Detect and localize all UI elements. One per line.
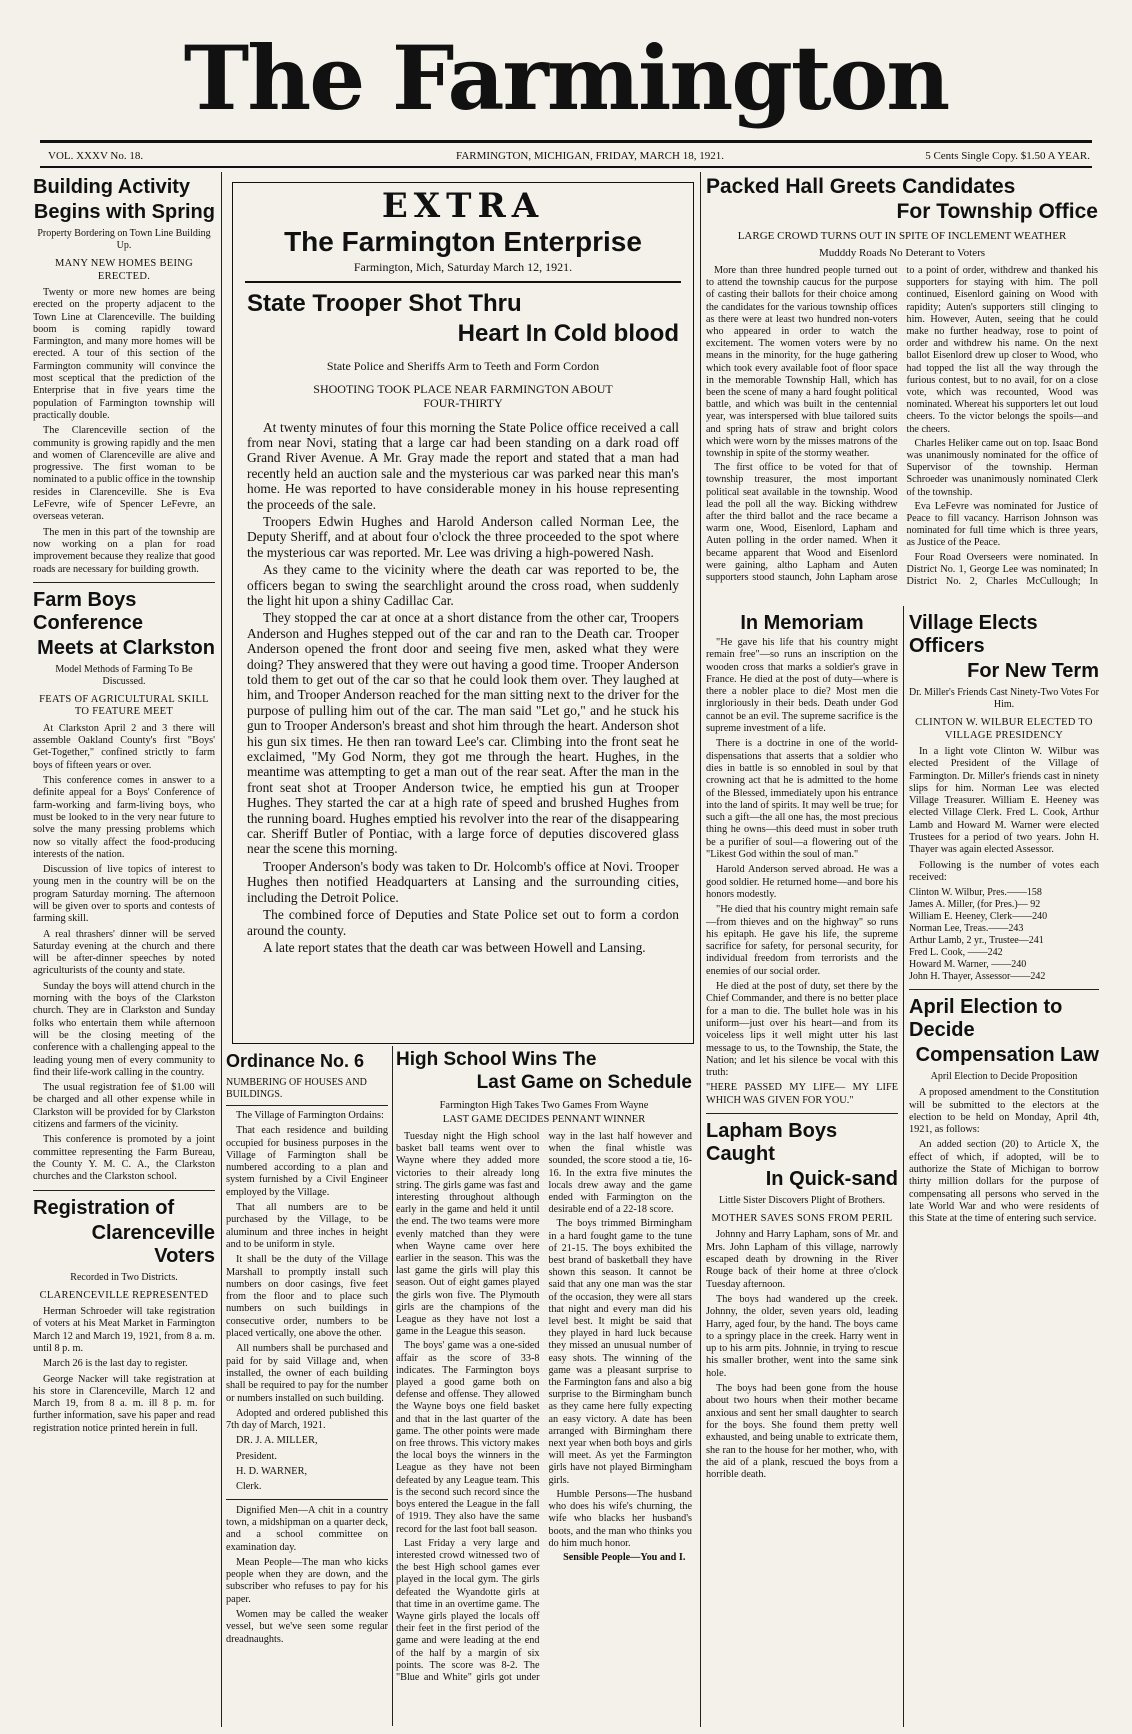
extra-dateline: Farmington, Mich, Saturday March 12, 1921. — [353, 260, 573, 274]
registration-article — [33, 1197, 215, 1435]
highschool-paragraph: The boys' game was a one-sided affair as the score of 33-8 indicates. The Farmington boys played a good game both on defense and offense. They allowed the Wayne boys one field basket and that in the last quarter of the game. The other points were made on free throws. This victory makes the local boys the winners in the League as they have not been defeated by any League team. This is the second such record since the boys entered the League in the fall of 1919. They also have the same record for the last foot ball season. — [396, 1340, 540, 1535]
village-vote-row: William E. Heeney, Clerk——240 — [909, 911, 1048, 923]
village-headline-2: For New Term — [967, 660, 1099, 682]
highschool-quip: Sensible People—You and I. — [563, 1551, 686, 1563]
lapham-dek: Little Sister Discovers Plight of Brothers. — [718, 1194, 886, 1206]
village-dek2: CLINTON W. WILBUR ELECTED TO VILLAGE PRESIDENCY — [915, 717, 1093, 741]
packedhall-body — [706, 265, 1098, 595]
folio-price: 5 Cents Single Copy. $1.50 A YEAR. — [925, 150, 1090, 162]
divider — [226, 1499, 388, 1500]
ordinance-paragraph: All numbers shall be purchased and paid for by said Village and, when installed, the owner of each building shall be required to pay for the number or numbers installed on such building. — [226, 1343, 388, 1404]
lapham-paragraph: The boys had been gone from the house about two hours when their mother became anxious and sent her small daughter to search for the boys. She found them pretty well exhausted, and being unable to extricate them, she ran to the house for her mother, who, with the aid of a plank, rescued the boys from a horrible death. — [706, 1383, 898, 1481]
highschool-quip: Humble Persons—The husband who does his wife's churning, the wife who blacks her husband's boots, and the man who thinks you do him much honor. — [548, 1488, 692, 1549]
village-vote-row: Norman Lee, Treas.——243 — [909, 923, 1024, 935]
farmboys-paragraph: This conference comes in answer to a definite appeal for a Boys' Conference of farm-working and farm-living boys, who must be looked to in the very near future to solve the many pressing problems which now so vitally affect the food-producing interests of the nation. — [33, 775, 215, 860]
building-paragraph: The men in this part of the township are now working on a plan for road improvement because they realize that good roads are necessary for building growth. — [33, 526, 215, 575]
extra-rule — [245, 281, 681, 283]
lapham-headline-2: In Quick-sand — [765, 1167, 898, 1190]
highschool-headline-2: Last Game on Schedule — [476, 1072, 692, 1093]
extra-paragraph: Troopers Edwin Hughes and Harold Anderson called Norman Lee, the Deputy Sheriff, and at about four o'clock the three proceeded to the spot where the mysterious car was reported. Mr. Lee was driving a high-powered Nash. — [247, 513, 679, 560]
ordinance-paragraph: That all numbers are to be purchased by the Village, to be aluminum and three inches in height and to be uniform in style. — [226, 1202, 388, 1250]
packedhall-paragraph: The first office to be voted for that of township treasurer, the most important political seat available in the township. Wood lead the poll all the way. Bicking withdrew after the third ballot and the race became a warm one, Wood, Eisenlord, Lapham and Auten polling in the order named. When it became apparent that Wood and Eisenlord were gaining, altho Lapham and Auten supporters stood staunch, John Lapham arose to a point of order, withdrew and thanked his supporters for staying with him. The poll continued, Eisenlord gaining on Wood with rapidity; Auten's supporters still clinging to him. However, Auten, seeing that he could make no further headway, rose to point of order and withdrew his name. On the next ballot Eisenlord drew up closer to Wood, who had topped the list all the way through the furious contest, but to no avail, for on a close vote, which was recounted, Wood was nominated. Whereat his supporters let out loud cheers. To the victor belongs the spoils—and the cheers. — [706, 265, 1098, 584]
farmboys-dek2: FEATS OF AGRICULTURAL SKILL TO FEATURE MEET — [39, 693, 209, 718]
middle-right-column — [706, 610, 898, 1724]
registration-dek2: CLARENCEVILLE REPRESENTED — [39, 1289, 209, 1301]
masthead-title: The Farmington — [183, 26, 949, 130]
memoriam-paragraph: He died at the post of duty, set there by the Chief Commander, and there is no better place for a man to die. The bullet hole was in his uniform—just over his heart—and from its voiceless lips it well might utter his last message to us, to the Township, the State, the Nation; and let his silence be vocal with this truth: — [706, 981, 898, 1079]
ordinance-signer-2-title: Clerk. — [236, 1481, 262, 1493]
extra-headline-1: State Trooper Shot Thru — [247, 289, 522, 317]
village-paragraph: In a light vote Clinton W. Wilbur was elected President of the Village of Farmington. Dr. Miller's friends cast in ninety slips for him. Norman Lee was elected Village Treasurer. William E. Heeney was elected Village Clerk. Fred L. Cook, Arthur Lamb and Howard M. Warner were elected Trustees for a period of two years. John H. Thayer was again elected Assessor. — [909, 746, 1099, 856]
memoriam-epitaph: "HERE PASSED MY LIFE— MY LIFE WHICH WAS GIVEN FOR YOU." — [706, 1082, 898, 1106]
packedhall-paragraph: Four Road Overseers were nominated. In District No. 1, George Lee was nominated; In District No. 2, Charles McCullough; In — [906, 551, 1098, 588]
lapham-paragraph: The boys had wandered up the creek. Johnny, the older, seven years old, leading Harry, aged four, by the hand. The boys came to a springy place in the creek. Harry went in up to his arm pits. Johnnie, in trying to rescue his smaller brother, went into the same sink hole. — [706, 1293, 898, 1379]
farmboys-headline-1: Farm Boys Conference — [33, 588, 144, 634]
building-paragraph: The Clarenceville section of the community is growing rapidly and the men and women of Clarenceville are alive and progressive. The first woman to be nominated to a public office in the township resides in Clarenceville. She is Eva LeFevre, wife of Spencer LeFevre, an overseas veteran. — [33, 425, 215, 523]
extra-banner: EXTRA — [381, 186, 545, 226]
extra-dek: State Police and Sheriffs Arm to Teeth and Form Cordon — [326, 358, 600, 373]
april-headline-1: April Election to Decide — [909, 996, 1063, 1042]
april-headline-2: Compensation Law — [915, 1044, 1099, 1067]
masthead-rule-bottom — [40, 166, 1092, 168]
far-right-column — [909, 610, 1099, 1724]
extra-box — [232, 182, 694, 1044]
memoriam-headline: In Memoriam — [740, 612, 864, 634]
building-headline-2: Begins with Spring — [33, 201, 215, 223]
highschool-dek2: LAST GAME DECIDES PENNANT WINNER — [442, 1114, 646, 1125]
column-rule — [392, 1046, 393, 1726]
ordinance-signer-1-title: President. — [236, 1450, 277, 1462]
registration-paragraph: George Nacker will take registration at his store in Clarenceville, March 12 and March 19, from 8 a. m. ill 8 p. m. for further information, save his paper and read registration notice printed herein in full. — [33, 1373, 215, 1434]
village-dek: Dr. Miller's Friends Cast Ninety-Two Votes For Him. — [909, 687, 1099, 710]
registration-dek: Recorded in Two Districts. — [70, 1271, 178, 1283]
memoriam-paragraph: "He died that his country might remain safe—from thieves and on the highway" so runs his epitaph. He gave his life, the supreme sacrifice for safety, for personal security, for individual freedom from terrorists and the enemies of our social order. — [706, 904, 898, 977]
ordinance-paragraph: Adopted and ordered published this 7th day of March, 1921. — [226, 1407, 388, 1432]
packedhall-paragraph: More than three hundred people turned out to attend the township caucus for the purpose of casting their ballots for their choice among the candidates for the various township offices as there were at least two hundred non-voters who appeared in order to watch the excitement. The women voters were by no means in the minority, for the huge gathering which took every available foot of floor space in the memorable Township Hall, which has been the scene of many a hard fought political battle, and which was built in the centennial year, was interspersed with blue tailored suits and spring hats of straw and bright colors which were worn by the misses matrons of the township in spite of the stormy weather. — [706, 265, 898, 460]
divider — [909, 989, 1099, 990]
ordinance-paragraph: It shall be the duty of the Village Marshall to promptly install such numbers on door casings, five feet from the floor and to place such numbers on such buildings in consecutive order, numbers to be placed vertically, one above the other. — [226, 1254, 388, 1340]
extra-paragraph: Trooper Anderson's body was taken to Dr. Holcomb's office at Novi. Trooper Hughes then notified Headquarters at Lansing and the surrounding cities, including the Detroit Police. — [247, 858, 679, 905]
folio-dateline: FARMINGTON, MICHIGAN, FRIDAY, MARCH 18, 1921. — [456, 150, 724, 162]
farmboys-article — [33, 589, 215, 1184]
building-dek2: MANY NEW HOMES BEING ERECTED. — [54, 258, 194, 282]
farmboys-paragraph: The usual registration fee of $1.00 will be charged and all other expense while in Clarkston will be provided for by Clarkston citizens and farmers of the vicinity. — [33, 1082, 215, 1131]
ordinance-signer-2: H. D. WARNER, — [236, 1466, 308, 1478]
village-paragraph: Following is the number of votes each received: — [909, 859, 1099, 883]
highschool-body — [396, 1131, 692, 1686]
april-paragraph: A proposed amendment to the Constitution will be submitted to the electors at the election to be held on Monday, April 4th, 1921, as follows: — [909, 1087, 1099, 1136]
lapham-paragraph: Johnny and Harry Lapham, sons of Mr. and Mrs. John Lapham of this village, narrowly escaped death by drowning in the River Rouge back of their home at three o'clock Tuesday afternoon. — [706, 1229, 898, 1290]
registration-paragraph: Herman Schroeder will take registration of voters at his Meat Market in Farmington March 12 and March 19, 1921, from 8 a. m. until 8 p. m. — [33, 1306, 215, 1354]
building-dek: Property Bordering on Town Line Building Up. — [37, 228, 211, 251]
masthead-rule-top — [40, 140, 1092, 143]
highschool-article — [396, 1048, 692, 1724]
divider — [226, 1105, 388, 1106]
extra-paragraph: They stopped the car at once at a short distance from the other car, Troopers Anderson and Hughes stepped out of the car and ran to the Death car. Trooper Anderson opened the front door and seeing five men, asked what they were doing? They answered that they were out having a good time. Trooper Anderson told them to get out of the car so that he could look them over. They laughed at him, and Trooper Anderson reached for the man sitting next to the driver for the purpose of pulling him out of the car. The man said "Let go," and he stuck his gun to Trooper Anderson's breast and shot him through the heart. Anderson shot his gun six times. He then ran toward Lee's car. Climbing into the front seat he exclaimed, "My God Norm, they got me through the heart. Hughes, in the meantime was attempting to get a man out of the rear seat. After the man in the front seat shot at Trooper Anderson twice, he emptied his gun at Trooper Hughes. They started the car at a high rate of speed and brushed Hughes from the running board. Hughes emptied his revolver into the rear of the disappearing car. Sheriff Butler of Pontiac, with a large force of deputies discovered glass near the scene this morning. — [247, 610, 679, 857]
farmboys-paragraph: This conference is promoted by a joint committee representing the Farm Bureau, the County Y. M. C. A., the Clarkston churches and the Clarkston school. — [33, 1134, 215, 1183]
farmboys-headline-2: Meets at Clarkston — [37, 636, 215, 659]
ordinance-preamble: The Village of Farmington Ordains: — [236, 1110, 384, 1121]
packedhall-article — [706, 174, 1098, 604]
packedhall-headline-1: Packed Hall Greets Candidates — [706, 175, 1016, 198]
extra-article — [233, 289, 693, 956]
column-rule — [903, 606, 904, 1727]
registration-headline-1: Registration of — [33, 1196, 175, 1219]
farmboys-paragraph: Discussion of live topics of interest to young men in the country will be on the program Saturday morning. The afternoon will be given over to sports and contests of farming skill. — [33, 864, 215, 925]
village-vote-row: Howard M. Warner, ——240 — [909, 959, 1027, 971]
highschool-dek: Farmington High Takes Two Games From Wayne — [439, 1100, 649, 1111]
extra-paragraph: The combined force of Deputies and State Police set out to form a cordon around the county. — [247, 907, 679, 938]
village-vote-row: Fred L. Cook, ——242 — [909, 947, 1003, 959]
registration-headline-2: Clarenceville Voters — [91, 1221, 215, 1267]
divider — [706, 1113, 898, 1114]
folio-volume: VOL. XXXV No. 18. — [48, 150, 144, 162]
highschool-paragraph: Last Friday a very large and interested crowd witnessed two of the best High school games ever played in the local gym. The girls defeated the Wyandotte girls at that time in an overtime game. The Wayne girls played the locals off their feet in the first period of the game and were leading at the end of the half by a margin of six points. The score was 8-2. The "Blue and White" girls got under way in the last half however and when the final whistle was sounded, the score stood a tie, 16-16. In the extra five minutes the locals drew away and the game ended with Farmington on the desirable end of a 22-18 score. — [396, 1131, 692, 1683]
highschool-paragraph: The boys trimmed Birmingham in a hard fought game to the tune of 21-15. The boys exhibited the best brand of basketball they have shown this season. It cannot be said that any one man was the star of the occasion, they were all stars that night and every man did his level best. It might be said that they played in hard luck because they missed an unusual number of easy shots. The winning of the game was a pleasant surprise to the Farmington fans and also a big surprise to the Birmingham bunch as they came here fully expecting an easy victory. A date has been arranged with Birmingham there next year when both boys and girls will meet. As yet the Farmington girls have not played Birmingham girls. — [548, 1218, 692, 1486]
column-rule — [700, 172, 701, 1727]
packedhall-headline-2: For Township Office — [896, 200, 1098, 223]
village-vote-list — [909, 887, 1099, 983]
extra-headline-2: Heart In Cold blood — [457, 319, 679, 347]
packedhall-dek2: Mudddy Roads No Deterant to Voters — [818, 247, 986, 259]
packedhall-dek: LARGE CROWD TURNS OUT IN SPITE OF INCLEMENT WEATHER — [737, 230, 1067, 242]
divider — [33, 1190, 215, 1191]
memoriam-paragraph: There is a doctrine in one of the world-dispensations that asserts that a soldier who dies in battle is so ennobled in soul by that crowning act that he is admitted to the home of the Blessed, immediately upon his entrance into the land of spirits. It may well be true; for such a gift—the all one has, the most precious thing he owns—this deed must in sober truth be a purifier of soul—a flowering out of the "Likest God within the soul of man." — [706, 738, 898, 861]
ordinance-column — [226, 1048, 388, 1724]
memoriam-paragraph: Harold Anderson served abroad. He was a good soldier. He returned home—and bore his honors modestly. — [706, 864, 898, 900]
ordinance-quip: Mean People—The man who kicks people when they are down, and the subscriber who refuses to pay for his paper. — [226, 1556, 388, 1605]
farmboys-dek: Model Methods of Farming To Be Discussed. — [55, 663, 193, 687]
ordinance-quip: Dignified Men—A chit in a country town, a midshipman on a quarter deck, and a school committee on examination day. — [226, 1504, 388, 1553]
building-paragraph: Twenty or more new homes are being erected on the property adjacent to the Town Line at Clarenceville. The building boom is coming rapidly toward Farmington, and many more homes will be erected. A tour of this section of the Farmington community will convince the most sceptical that the prediction of the Enterprise that in five years time the population of Farmington township will practically double. — [33, 287, 215, 421]
packedhall-paragraph: Charles Heliker came out on top. Isaac Bond was unanimously nominated for the office of Supervisor of the township. Herman Schroeder was unanimously nominated Clerk of the township. — [906, 437, 1098, 498]
ordinance-headline: Ordinance No. 6 — [226, 1051, 365, 1071]
extra-paragraph: As they came to the vicinity where the death car was reported to be, the officers began to swing the searchlight around the cross road, when suddenly the light hit upon a shiny Cadillac Car. — [247, 562, 679, 608]
building-headline-1: Building Activity — [33, 176, 191, 198]
april-paragraph: An added section (20) to Article X, the effect of which, if adopted, will be to authorize the State of Michigan to borrow thirty million dollars for the purpose of compensating all persons who served in the late World War and who were residents of this State at the time of entering such service. — [909, 1139, 1099, 1225]
village-vote-row: Arthur Lamb, 2 yr., Trustee—241 — [909, 935, 1044, 947]
left-column — [33, 174, 215, 1724]
ordinance-signer-1: DR. J. A. MILLER, — [236, 1435, 318, 1447]
village-vote-row: James A. Miller, (for Pres.)— 92 — [909, 899, 1041, 911]
farmboys-paragraph: A real thrashers' dinner will be served Saturday evening at the church and there will be after-dinner speeches by noted agriculturists of the county and state. — [33, 928, 215, 977]
lapham-headline-1: Lapham Boys Caught — [706, 1119, 838, 1165]
building-article — [33, 176, 215, 576]
village-vote-row: Clinton W. Wilbur, Pres.——158 — [909, 887, 1042, 899]
ordinance-quip: Women may be called the weaker vessel, but we've seen some regular dreadnaughts. — [226, 1608, 388, 1645]
ordinance-paragraph: That each residence and building occupied for business purposes in the Village of Farmington shall be numbered according to a plan and system furnished by a Civil Engineer employed by the Village. — [226, 1125, 388, 1198]
april-dek: April Election to Decide Proposition — [930, 1071, 1078, 1083]
farmboys-paragraph: Sunday the boys will attend church in the morning with the boys of the Clarkston church. They are in Clarkston and Sunday folks who entertain them while afternoon will be the closing meeting of the conference with a challenging appeal to the leading young men of every community to find their life-work calling in the country. — [33, 980, 215, 1078]
village-headline-1: Village Elects Officers — [909, 612, 1038, 657]
packedhall-paragraph: Eva LeFevre was nominated for Justice of Peace to fill vacancy. Harrison Johnson was nominated for full time which is three years, as Justice of the Peace. — [906, 500, 1098, 549]
extra-paper-name: The Farmington Enterprise — [284, 226, 642, 257]
column-rule — [221, 172, 222, 1727]
lapham-dek2: MOTHER SAVES SONS FROM PERIL — [711, 1212, 893, 1224]
ordinance-dek: NUMBERING OF HOUSES AND BUILDINGS. — [226, 1077, 367, 1100]
village-vote-row: John H. Thayer, Assessor——242 — [909, 971, 1046, 983]
highschool-paragraph: Tuesday night the High school basket ball teams went over to Wayne where they added more victories to their already long string. The girls game was fast and interesting throughout although early in the game and held it until the end. The two teams were more evenly matched than they were when Wayne came over here earlier in the season. This was the last game the girls will play this season. Out of eight games played the girls won five. The Plymouth girls are the champions of the League as they have not lost a game in the League this season. — [396, 1131, 540, 1338]
highschool-headline-1: High School Wins The — [396, 1049, 597, 1070]
extra-dek2: SHOOTING TOOK PLACE NEAR FARMINGTON ABOUT FOUR-THIRTY — [313, 381, 613, 410]
memoriam-paragraph: "He gave his life that his country might remain free"—so runs an inscription on the wooden cross that marks a soldier's grave in France. He died at the post of duty—where is there a nobler place to die? Most men die inrgloriously in their beds. Death under God cannot be an evil. The supreme sacrifice is the supreme investment of a life. — [706, 637, 898, 735]
extra-paragraph: A late report states that the death car was between Howell and Lansing. — [263, 939, 646, 955]
registration-paragraph: March 26 is the last day to register. — [43, 1358, 188, 1370]
divider — [33, 582, 215, 583]
farmboys-paragraph: At Clarkston April 2 and 3 there will assemble Oakland County's first "Boys' Get-Together," confined strictly to farm boys of fifteen years or over. — [33, 722, 215, 771]
extra-paragraph: At twenty minutes of four this morning the State Police office received a call from near Novi, stating that a large car had been standing on a dark road off Grand River Avenue. A Mr. Gray made the report and stated that a man had recently held an auction sale and the mysterious car was parked near this man's home. He was reported to have considerable money in his house representing the proceeds of the sale. — [247, 419, 679, 512]
